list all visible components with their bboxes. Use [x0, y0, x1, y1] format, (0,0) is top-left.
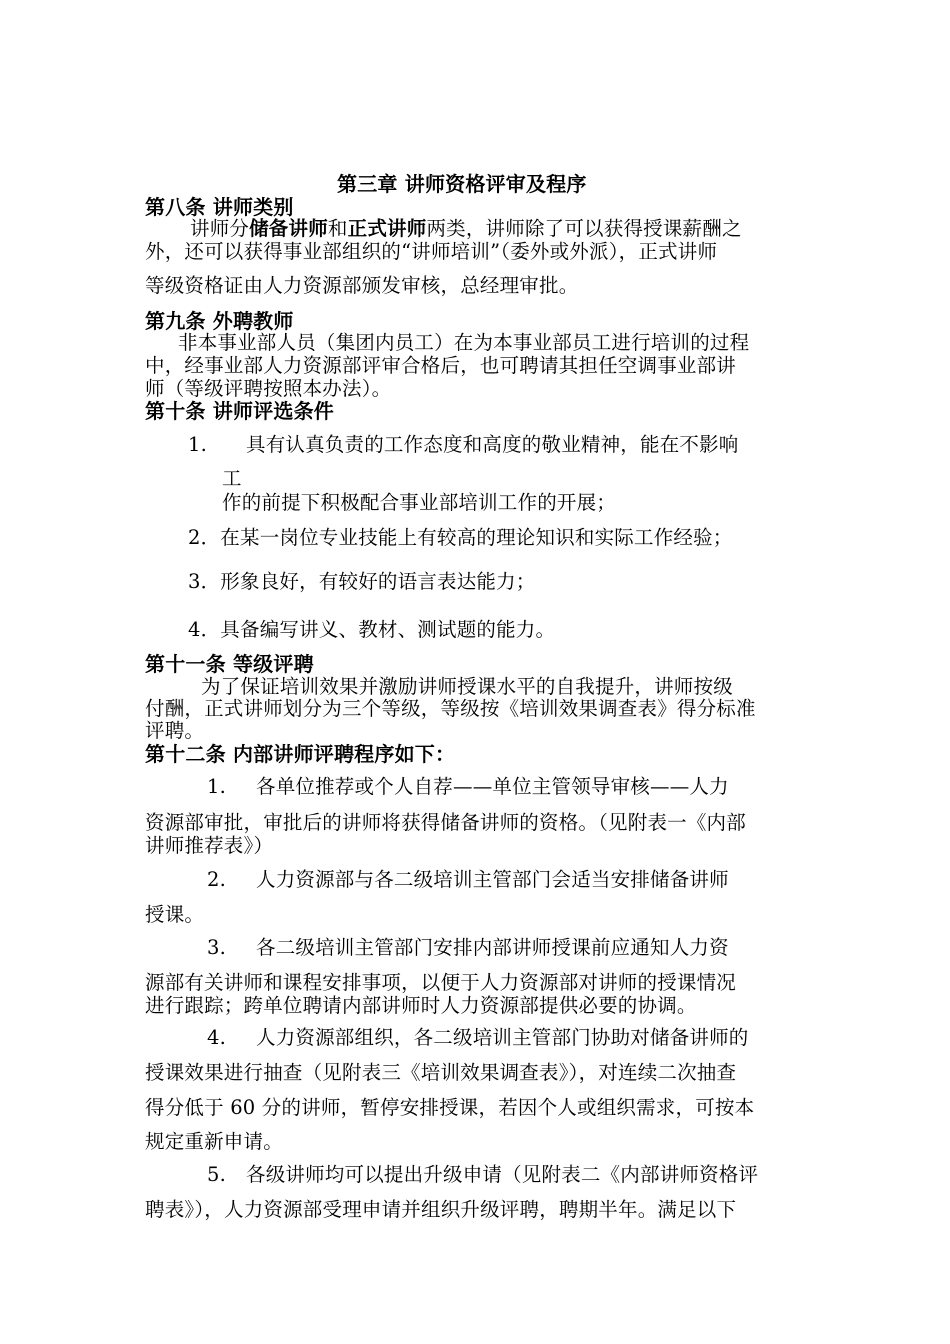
condition-4: 4．具备编写讲义、教材、测试题的能力。 — [188, 618, 556, 641]
reserve-lecturer-term: 储备讲师 — [249, 217, 328, 240]
step-3-line-2: 源部有关讲师和课程安排事项，以便于人力资源部对讲师的授课情况 — [145, 971, 737, 994]
step-1-line-3: 讲师推荐表》） — [145, 834, 274, 857]
step-3-line-3: 进行跟踪；跨单位聘请内部讲师时人力资源部提供必要的协调。 — [145, 994, 697, 1017]
article-11-line-3: 评聘。 — [145, 719, 205, 742]
article-8-line-3: 等级资格证由人力资源部颁发审核，总经理审批。 — [145, 274, 579, 297]
article-12-heading: 第十二条 内部讲师评聘程序如下： — [145, 742, 456, 766]
article-11-heading: 第十一条 等级评聘 — [145, 652, 314, 676]
formal-lecturer-term: 正式讲师 — [347, 217, 427, 240]
step-4-line-2: 授课效果进行抽查（见附表三《培训效果调查表》），对连续二次抽查 — [145, 1061, 737, 1084]
article-9-line-3: 师（等级评聘按照本办法）。 — [145, 377, 392, 400]
condition-2: 2．在某一岗位专业技能上有较高的理论知识和实际工作经验； — [188, 526, 733, 549]
article-8-line-1 — [190, 217, 742, 241]
step-1-line-2: 资源部审批，审批后的讲师将获得储备讲师的资格。（见附表一《内部 — [145, 811, 746, 834]
article-8-text: 和 — [327, 217, 348, 240]
step-5-number: 5. — [207, 1163, 227, 1186]
condition-3: 3．形象良好，有较好的语言表达能力； — [188, 570, 536, 593]
step-4-number: 4. — [207, 1026, 227, 1049]
article-11-line-1: 为了保证培训效果并激励讲师授课水平的自我提升，讲师按级 — [201, 675, 733, 698]
chapter-title: 第三章 讲师资格评审及程序 — [337, 172, 587, 196]
condition-1-line-1: 具有认真负责的工作态度和高度的敬业精神，能在不影响 — [246, 433, 739, 456]
article-11-line-2: 付酬，正式讲师划分为三个等级，等级按《培训效果调查表》得分标准 — [145, 697, 756, 720]
article-8-text: 两类，讲师除了可以获得授课薪酬之 — [426, 217, 742, 240]
article-9-line-2: 中，经事业部人力资源部评审合格后，也可聘请其担任空调事业部讲 — [145, 354, 737, 377]
step-2-line-2: 授课。 — [145, 903, 205, 926]
step-1-number: 1. — [207, 775, 227, 798]
step-5-line-1: 各级讲师均可以提出升级申请（见附表二《内部讲师资格评 — [246, 1163, 759, 1186]
article-9-heading: 第九条 外聘教师 — [145, 309, 294, 333]
step-3-number: 3. — [207, 936, 227, 959]
article-8-text: 讲师分 — [190, 217, 250, 240]
step-4-line-4: 规定重新申请。 — [145, 1130, 283, 1153]
step-1-line-1: 各单位推荐或个人自荐——单位主管领导审核——人力 — [256, 775, 729, 798]
step-2-number: 2. — [207, 868, 227, 891]
article-8-heading: 第八条 讲师类别 — [145, 195, 294, 219]
step-4-line-1: 人力资源部组织，各二级培训主管部门协助对储备讲师的 — [256, 1026, 749, 1049]
article-10-heading: 第十条 讲师评选条件 — [145, 399, 334, 423]
condition-1-line-3: 作的前提下积极配合事业部培训工作的开展； — [222, 491, 617, 514]
article-8-line-2: 外，还可以获得事业部组织的“讲师培训”（委外或外派），正式讲师 — [145, 240, 718, 263]
condition-1-number: 1. — [188, 433, 208, 456]
condition-1-line-2: 工 — [222, 467, 242, 490]
step-2-line-1: 人力资源部与各二级培训主管部门会适当安排储备讲师 — [256, 868, 729, 891]
step-3-line-1: 各二级培训主管部门安排内部讲师授课前应通知人力资 — [256, 936, 729, 959]
step-4-line-3: 得分低于 60 分的讲师，暂停安排授课，若因个人或组织需求，可按本 — [145, 1096, 755, 1119]
step-5-line-2: 聘表》），人力资源部受理申请并组织升级评聘，聘期半年。满足以下 — [145, 1198, 737, 1221]
article-9-line-1: 非本事业部人员（集团内员工）在为本事业部员工进行培训的过程 — [178, 331, 750, 354]
